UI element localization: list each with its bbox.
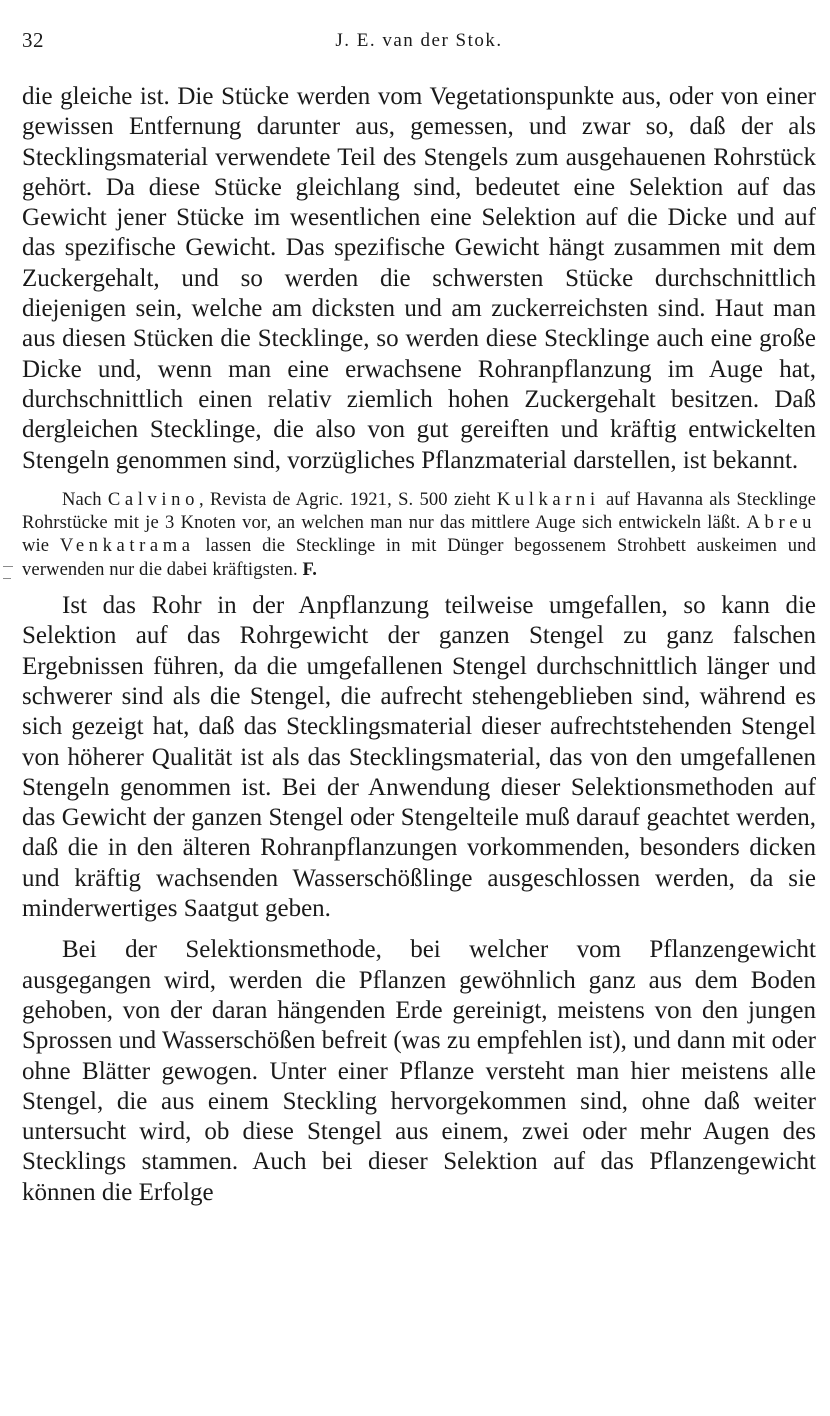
margin-mark — [3, 578, 11, 579]
author-name: Abreu — [746, 512, 816, 534]
note-text: auf Havanna als Stecklinge Rohrstücke mit je 3 Knoten vor, an welchen man nur das mittlere Auge sich entwickeln läßt. — [22, 488, 816, 534]
margin-mark — [3, 566, 13, 567]
note-text: Nach — [62, 488, 108, 510]
running-head: J. E. van der Stok. — [335, 30, 503, 51]
footnote — [22, 488, 816, 581]
note-text: lassen die Stecklinge in mit Dünger begossenem Strohbett auskeimen und verwenden nur die dabei kräftigsten. — [22, 535, 816, 580]
author-name: Kulkarni — [496, 488, 600, 510]
page-body — [22, 82, 816, 1208]
paragraph-3: Bei der Selektionsmethode, bei welcher vom Pflanzengewicht ausgegangen wird, werden die Pflanzen gewöhnlich ganz aus dem Boden gehoben, von der daran hängenden Erde gereinigt, meistens von den jungen Sprossen und Wasserschößen befreit (was zu empfehlen ist), und dann mit oder ohne Blätter gewogen. Unter einer Pflanze versteht man hier meistens alle Stengel, die aus einem Steckling hervorgekommen sind, ohne daß weiter untersucht wird, ob diese Stengel aus einem, zwei oder mehr Augen des Stecklings stammen. Auch bei dieser Selektion auf das Pflanzengewicht können die Erfolge — [22, 936, 816, 1206]
note-text: , Revista de Agric. 1921, S. 500 zieht — [198, 488, 497, 510]
page-number: 32 — [22, 28, 44, 52]
note-signature: F. — [302, 558, 317, 580]
page-header — [22, 28, 816, 58]
note-text: wie — [22, 535, 60, 557]
author-name: Venkatrama — [59, 535, 195, 557]
paragraph-2: Ist das Rohr in der Anpflanzung teilweise umgefallen, so kann die Selektion auf das Rohrgewicht der ganzen Stengel zu ganz falschen Ergebnissen führen, da die umgefallenen Stengel durchschnittlich länger und schwerer sind als die Stengel, die aufrecht stehengeblieben sind, während es sich gezeigt hat, daß das Stecklingsmaterial dieser aufrechtstehenden Stengel von höherer Qualität ist als das Stecklingsmaterial, das von den umgefallenen Stengeln genommen ist. Bei der Anwendung dieser Selektionsmethoden auf das Gewicht der ganzen Stengel oder Stengelteile muß darauf geachtet werden, daß die in den älteren Rohranpflanzungen vorkommenden, besonders dicken und kräftig wachsenden Wasserschößlinge ausgeschlossen werden, da sie minderwertiges Saatgut geben. — [22, 592, 816, 923]
paragraph-1: die gleiche ist. Die Stücke werden vom Vegetationspunkte aus, oder von einer gewissen Entfernung darunter aus, gemessen, und zwar so, daß der als Stecklingsmaterial verwendete Teil des Stengels zum ausgehauenen Rohrstück gehört. Da diese Stücke gleichlang sind, bedeutet eine Selektion auf das Gewicht jener Stücke im wesentlichen eine Selektion auf die Dicke und auf das spezifische Gewicht. Das spezifische Gewicht hängt zusammen mit dem Zuckergehalt, und so werden die schwersten Stücke durchschnittlich diejenigen sein, welche am dicksten und am zuckerreichsten sind. Haut man aus diesen Stücken die Stecklinge, so werden diese Stecklinge auch eine große Dicke und, wenn man eine erwachsene Rohranpflanzung im Auge hat, durchschnittlich einen relativ ziemlich hohen Zuckergehalt besitzen. Daß dergleichen Stecklinge, die also von gut gereiften und kräftig entwickelten Stengeln genommen sind, vorzügliches Pflanzmaterial darstellen, ist bekannt. — [22, 83, 816, 474]
author-name: Calvino — [107, 488, 199, 510]
